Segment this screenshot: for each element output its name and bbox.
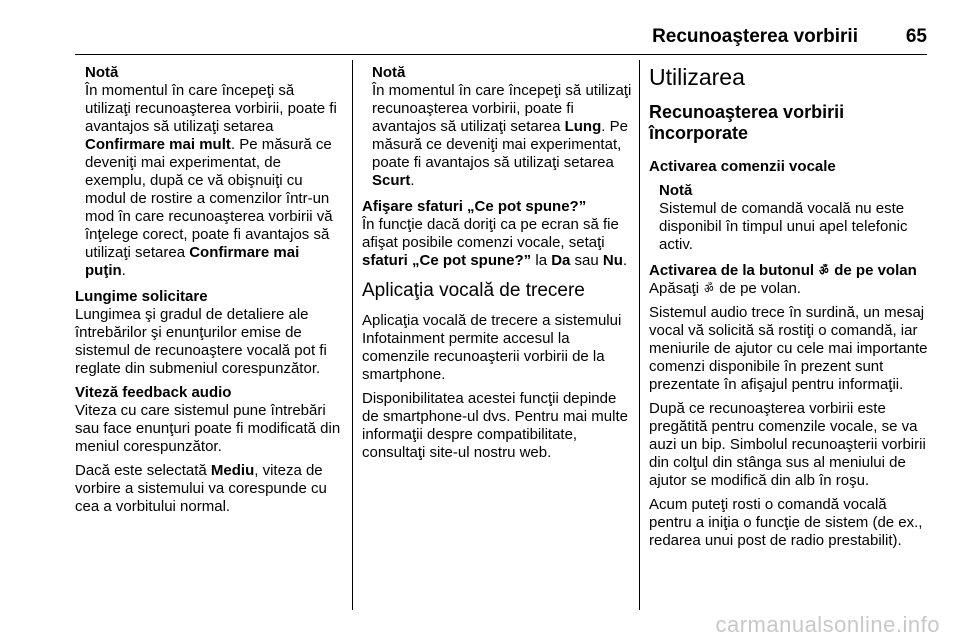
note-block [362, 64, 634, 190]
header-rule [75, 54, 927, 55]
note-title: Notă [659, 182, 693, 199]
paragraph: Lungimea şi gradul de detaliere ale întrebărilor şi enunţurilor emise de sistemul de recunoaştere vocală pot fi reglate din submeniul corespunzător. [75, 306, 327, 377]
paragraph: În funcţie dacă doriţi ca pe ecran să fie afişat posibile comenzi vocale, setaţi sfaturi „Ce pot spune?” la Da sau Nu. [362, 216, 628, 269]
note-title: Notă [372, 64, 406, 81]
subsection-title-wheel: Activarea de la butonul ॐ de pe volan [649, 262, 917, 279]
chapter-heading: Utilizarea [649, 64, 745, 90]
header-title: Recunoaşterea vorbirii [652, 26, 858, 47]
note-text: În momentul în care începeţi să utilizaţi recunoaşterea vorbirii, poate fi avantajos să utilizaţi setarea Confirmare mai mult. Pe măsură ce deveniţi mai experimentat, de exemplu, după ce vă obişnuiţi cu modul de rostire a comenzilor într-un mod în care recunoaşterea vorbirii vă înţelege corect, poate fi avantajos să utilizaţi setarea Confirmare mai puţin. [85, 82, 337, 279]
subsection-title-audio-speed: Viteză feedback audio [75, 384, 232, 401]
paragraph: Aplicaţia vocală de trecere a sistemului Infotainment permite accesul la comenzile recunoaşterii vorbirii de la smartphone. [362, 312, 622, 383]
paragraph: Disponibilitatea acestei funcţii depinde de smartphone-ul dvs. Pentru mai multe informaţii despre compatibilitate, consultaţi site-ul nostru web. [362, 390, 628, 461]
paragraph: Dacă este selectată Mediu, viteza de vorbire a sistemului va corespunde cu cea a vorbitului normal. [75, 462, 327, 515]
subsection-title-tips: Afişare sfaturi „Ce pot spune?” [362, 198, 587, 215]
section-heading: Recunoaşterea vorbirii încorporate [649, 102, 845, 143]
paragraph: Acum puteţi rosti o comandă vocală pentru a iniţia o funcţie de sistem (de ex., redarea unui post de radio prestabilit). [649, 496, 923, 549]
column-3 [649, 64, 929, 556]
watermark: carmanualsonline.info [715, 612, 940, 637]
column-1 [75, 64, 343, 522]
section-title-passthrough: Aplicaţia vocală de trecere [362, 280, 585, 301]
note-text: În momentul în care începeţi să utilizaţi recunoaşterea vorbirii, poate fi avantajos să utilizaţi setarea Lung. Pe măsură ce deveniţi mai experimentat, poate fi avantajos să utilizaţi setarea Scurt. [372, 82, 632, 189]
note-block [649, 182, 929, 254]
subsection-title-prompt-length: Lungime solicitare [75, 288, 208, 305]
steering-wheel-voice-icon: ॐ [704, 281, 714, 296]
column-2 [362, 64, 634, 468]
column-divider-1 [352, 60, 353, 610]
paragraph: Viteza cu care sistemul pune întrebări sau face enunţuri poate fi modificată din meniul corespunzător. [75, 402, 341, 455]
note-text: Sistemul de comandă vocală nu este disponibil în timpul unui apel telefonic activ. [659, 200, 908, 253]
page-header [0, 0, 960, 56]
note-block [75, 64, 343, 280]
steering-wheel-voice-icon: ॐ [819, 263, 829, 278]
column-divider-2 [639, 60, 640, 610]
paragraph: Apăsaţi ॐ de pe volan. [649, 280, 801, 297]
note-title: Notă [85, 64, 119, 81]
subsection-title-activation: Activarea comenzii vocale [649, 158, 836, 175]
paragraph: După ce recunoaşterea vorbirii este pregătită pentru comenzile vocale, se va auzi un bip. Simbolul recunoaşterii vorbirii din colţul din stânga sus al meniului de ajutor se modifică din alb în roşu. [649, 400, 926, 489]
page-number: 65 [905, 26, 927, 47]
paragraph: Sistemul audio trece în surdină, un mesaj vocal vă solicită să rostiţi o comandă, iar meniurile de ajutor cu cele mai importante comenzi disponibile în prezent sunt prezentate în afişajul pentru informaţii. [649, 304, 928, 393]
